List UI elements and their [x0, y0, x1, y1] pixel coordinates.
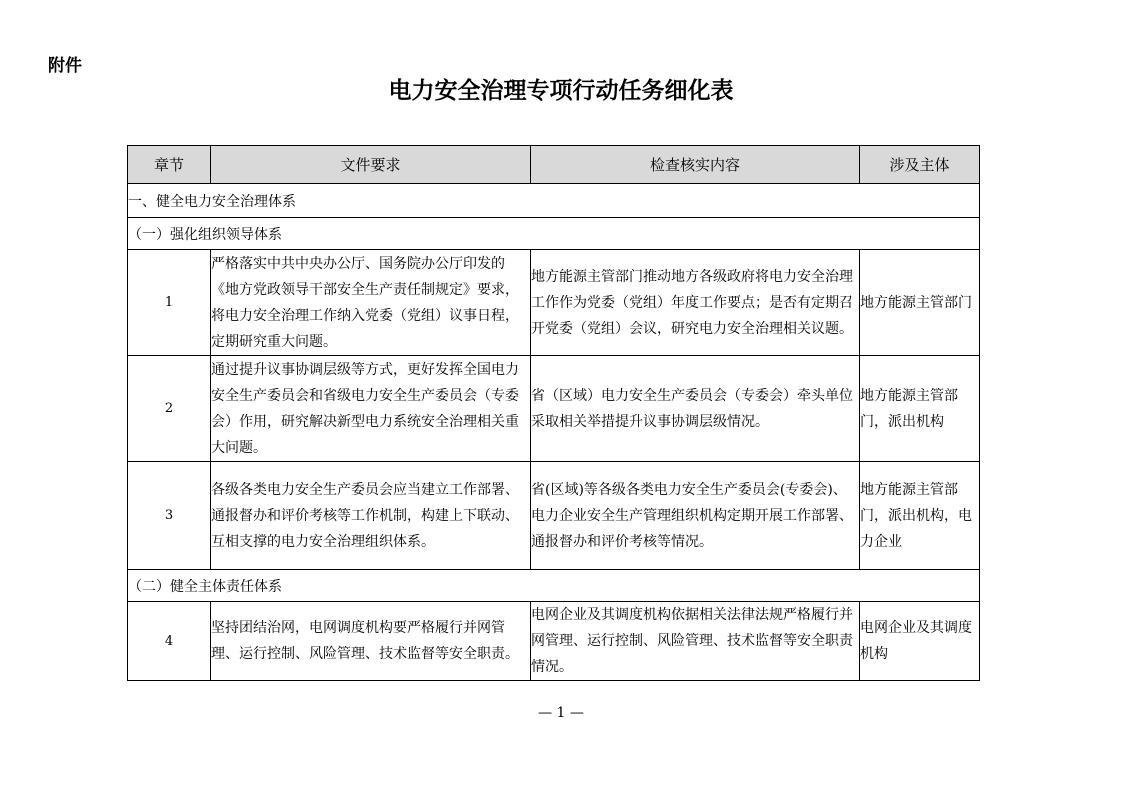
row-number: 3 — [128, 462, 211, 570]
row-check: 地方能源主管部门推动地方各级政府将电力安全治理工作作为党委（党组）年度工作要点；是否有定期召开党委（党组）会议，研究电力安全治理相关议题。 — [531, 250, 860, 356]
row-requirement: 通过提升议事协调层级等方式，更好发挥全国电力安全生产委员会和省级电力安全生产委员会（专委会）作用，研究解决新型电力系统安全治理相关重大问题。 — [211, 356, 531, 462]
row-subject: 地方能源主管部门，派出机构 — [860, 356, 980, 462]
subsection-row — [128, 218, 980, 250]
row-number: 4 — [128, 602, 211, 681]
task-table — [127, 145, 980, 681]
header-subject: 涉及主体 — [860, 146, 980, 184]
row-check: 省(区域)等各级各类电力安全生产委员会(专委会)、电力企业安全生产管理组织机构定期开展工作部署、通报督办和评价考核等情况。 — [531, 462, 860, 570]
header-check: 检查核实内容 — [531, 146, 860, 184]
row-subject: 地方能源主管部门，派出机构，电力企业 — [860, 462, 980, 570]
subsection-heading: （二）健全主体责任体系 — [128, 570, 980, 602]
section-row — [128, 184, 980, 218]
header-requirement: 文件要求 — [211, 146, 531, 184]
row-number: 2 — [128, 356, 211, 462]
section-heading: 一、健全电力安全治理体系 — [128, 184, 980, 218]
row-check: 省（区域）电力安全生产委员会（专委会）牵头单位采取相关举措提升议事协调层级情况。 — [531, 356, 860, 462]
row-subject: 地方能源主管部门 — [860, 250, 980, 356]
table-header-row — [128, 146, 980, 184]
header-chapter: 章节 — [128, 146, 211, 184]
row-number: 1 — [128, 250, 211, 356]
attachment-label: 附件 — [48, 56, 82, 76]
document-title: 电力安全治理专项行动任务细化表 — [388, 78, 734, 104]
table-row — [128, 462, 980, 570]
table-row — [128, 250, 980, 356]
subsection-heading: （一）强化组织领导体系 — [128, 218, 980, 250]
table-row — [128, 602, 980, 681]
row-requirement: 严格落实中共中央办公厅、国务院办公厅印发的《地方党政领导干部安全生产责任制规定》要求，将电力安全治理工作纳入党委（党组）议事日程，定期研究重大问题。 — [211, 250, 531, 356]
row-requirement: 坚持团结治网，电网调度机构要严格履行并网管理、运行控制、风险管理、技术监督等安全职责。 — [211, 602, 531, 681]
page-number: — 1 — — [538, 705, 584, 721]
row-check: 电网企业及其调度机构依据相关法律法规严格履行并网管理、运行控制、风险管理、技术监督等安全职责情况。 — [531, 602, 860, 681]
table-row — [128, 356, 980, 462]
row-requirement: 各级各类电力安全生产委员会应当建立工作部署、通报督办和评价考核等工作机制，构建上下联动、互相支撑的电力安全治理组织体系。 — [211, 462, 531, 570]
row-subject: 电网企业及其调度机构 — [860, 602, 980, 681]
subsection-row — [128, 570, 980, 602]
